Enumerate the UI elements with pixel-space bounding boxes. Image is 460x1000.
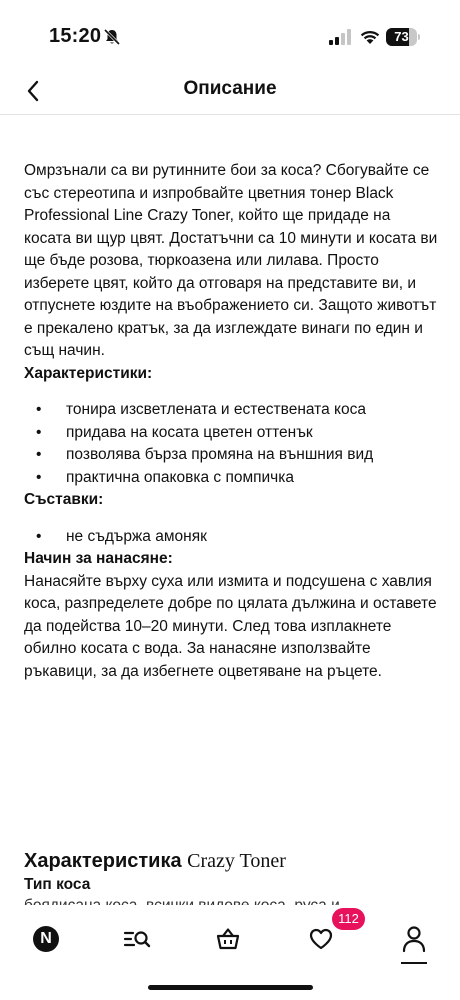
bottom-tab-bar xyxy=(0,905,460,1000)
ingredients-list xyxy=(24,526,440,549)
favorites-count-badge: 112 xyxy=(332,908,365,930)
tab-catalog[interactable] xyxy=(117,919,157,959)
home-logo-icon: N xyxy=(33,926,59,952)
status-time: 15:20 xyxy=(49,25,102,47)
page-title: Описание xyxy=(183,78,277,99)
cellular-signal-icon xyxy=(329,29,351,50)
characteristics-title xyxy=(24,848,286,874)
wifi-icon xyxy=(359,27,381,50)
characteristics-product-name: Crazy Toner xyxy=(187,850,286,872)
description-intro: Омрзънали са ви рутинните бои за коса? Сбогувайте се със стереотипа и изпробвайте цветния тонер Black Professional Line Crazy Toner, който ще придаде на косата ви щур цвят. Достатъчни са 10 минути и косата ви ще бъде розова, тюркоазена или лилава. Просто изберете цвят, който да отговаря на представите ви, и отпуснете юздите на въображението си. Защото животът е прекалено кратък, за да изглеждате винаги по един и същ начин. xyxy=(24,162,438,359)
home-indicator xyxy=(148,985,313,990)
list-item: • тонира изсветлената и естествената коса xyxy=(24,399,440,422)
battery-indicator xyxy=(386,28,420,46)
list-item: • придава на косата цветен оттенък xyxy=(24,422,440,445)
tab-cart[interactable] xyxy=(208,919,248,959)
heart-icon xyxy=(308,927,334,951)
list-item: • практична опаковка с помпичка xyxy=(24,467,440,490)
list-item: • позволява бърза промяна на външния вид xyxy=(24,444,440,467)
user-profile-icon xyxy=(401,925,427,953)
active-tab-indicator xyxy=(401,962,427,964)
tab-profile[interactable] xyxy=(394,919,434,959)
usage-text: Нанасяйте върху суха или измита и подсушена с хавлия коса, разпределете добре по цялата дължина и оставете да подейства 10–20 минути. След това изплакнете обилно косата с вода. За нанасяне използвайте ръкавици, за да избегнете оцветяване на ръцете. xyxy=(24,572,437,680)
list-item: • не съдържа амоняк xyxy=(24,526,440,549)
description-content xyxy=(24,160,440,683)
catalog-search-icon xyxy=(123,927,151,951)
usage-heading: Начин за нанасяне: xyxy=(24,550,173,567)
hair-type-label: Тип коса xyxy=(24,876,91,893)
features-list xyxy=(24,399,440,489)
tab-home[interactable] xyxy=(26,919,66,959)
status-bar xyxy=(0,0,460,70)
battery-percent: 73 xyxy=(394,29,409,44)
shopping-basket-icon xyxy=(215,927,241,951)
characteristics-title-label: Характеристика xyxy=(24,850,182,872)
bell-muted-icon xyxy=(103,28,121,46)
hair-type-value xyxy=(24,895,440,905)
ingredients-heading: Съставки: xyxy=(24,491,104,508)
nav-header xyxy=(0,70,460,115)
features-heading: Характеристики: xyxy=(24,364,153,382)
